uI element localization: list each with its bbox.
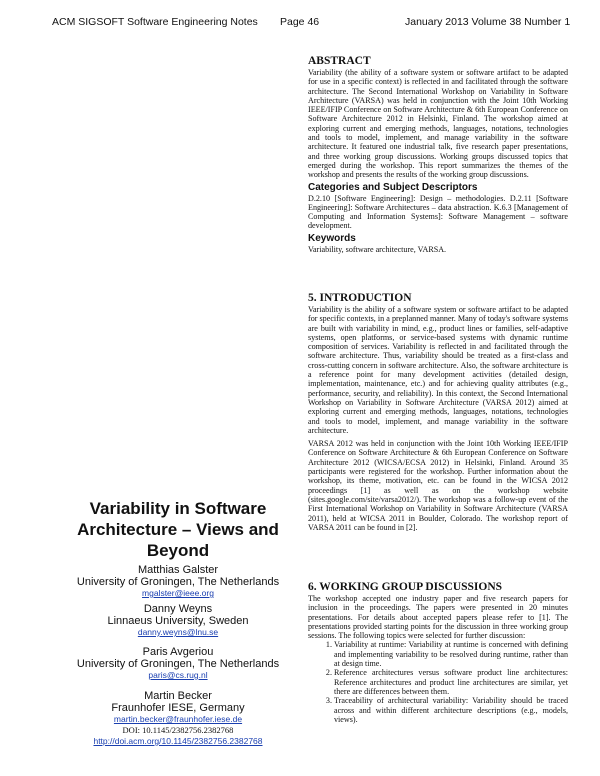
abstract-text: Variability (the ability of a software system or software artifact to be adapted for use in a specific context) is reflected in and facilitated through the software architecture. The Second International Workshop on Variability in Software Architecture (VARSA) was held in conjunction with the Joint 10th Working IEEE/IFIP Conference on Software Architecture & 6th European Conference on Software Architecture 2012 in Helsinki, Finland. The workshop aimed at exploring current and emerging methods, languages, notations, technologies and tools to model, implement, and manage variability in the software architecture. It featured one industrial talk, five research paper presentations, and three working group discussions. Working groups discussed topics that emerged during the workshop. This report summarizes the themes of the workshop and presents the results of the working group discussions. [308, 68, 568, 180]
author-affiliation: Linnaeus University, Sweden [107, 615, 249, 627]
author-name: Danny Weyns [143, 603, 213, 615]
abstract-heading: ABSTRACT [308, 55, 371, 67]
header-page: Page 46 [280, 16, 320, 28]
author-affiliation: University of Groningen, The Netherlands [76, 576, 280, 588]
author-email[interactable]: danny.weyns@lnu.se [137, 627, 219, 637]
header-issue: January 2013 Volume 38 Number 1 [405, 16, 571, 28]
list-item: 3. Traceability of architectural variability: Variability should be traced across and within different architecture descriptions (e.g., models, views). [334, 696, 568, 724]
keywords-heading: Keywords [308, 232, 356, 244]
doi: DOI: 10.1145/2382756.2382768 [122, 725, 234, 735]
introduction-section [308, 292, 568, 532]
list-item: 1. Variability at runtime: Variability at runtime is concerned with defining and implementing variability to be resolved during runtime, rather than at design time. [334, 640, 568, 668]
categories-text: D.2.10 [Software Engineering]: Design – methodologies. D.2.11 [Software Engineering]: Software Architectures – data abstraction. K.6.3 [Management of Computing and Information Systems]: Software Management – software development. [308, 193, 568, 231]
keywords-text: Variability, software architecture, VARSA. [308, 244, 447, 254]
list-item: 2. Reference architectures versus software product line architectures: Reference architectures and product line architectures are similar, yet there are differences between them. [334, 668, 568, 696]
author-email[interactable]: martin.becker@fraunhofer.iese.de [113, 714, 243, 724]
author-email[interactable]: paris@cs.rug.nl [148, 670, 208, 680]
author-name: Martin Becker [144, 690, 212, 702]
author-block-2 [52, 603, 304, 638]
author-block-3 [52, 646, 304, 681]
introduction-heading: 5. INTRODUCTION [308, 292, 412, 304]
author-name: Paris Avgeriou [142, 646, 214, 658]
author-affiliation: Fraunhofer IESE, Germany [111, 702, 245, 714]
author-block-4 [52, 690, 304, 747]
paper-title: Variability in Software Architecture – Views and Beyond [77, 499, 279, 560]
author-affiliation: University of Groningen, The Netherlands [76, 658, 280, 670]
working-groups-paragraph: The workshop accepted one industry paper and five research papers for inclusion in the proceedings. The papers were presented in 20 minutes presentations. For details about accepted papers please refer to [1]. The presentations provided starting points for the discussion in three working group sessions. The following topics were selected for further discussion: [308, 594, 568, 641]
categories-heading: Categories and Subject Descriptors [308, 181, 478, 193]
author-block-1 [52, 564, 304, 599]
introduction-paragraph: VARSA 2012 was held in conjunction with the Joint 10th Working IEEE/IFIP Conference on Software Architecture & 6th European Conference on Software Architecture 2012 (WICSA/ECSA 2012) in Helsinki, Finland. Around 35 participants were registered for the workshop. Further information about the workshop, its theme, motivation, etc. can be found in the WICSA 2012 proceedings [1] as well as on the workshop website (sites.google.com/site/varsa2012/). The workshop was a follow-up event of the First International Workshop on Variability in Software Architecture (VARSA 2011), held at WICSA 2011 in Boulder, Colorado. The workshop report of VARSA 2011 can be found in [2]. [308, 439, 568, 532]
author-name: Matthias Galster [137, 564, 219, 576]
author-email[interactable]: mgalster@ieee.org [142, 588, 214, 598]
working-groups-heading: 6. WORKING GROUP DISCUSSIONS [308, 581, 503, 593]
working-groups-section [308, 581, 568, 724]
topic-list [308, 640, 568, 724]
introduction-paragraph: Variability is the ability of a software system or software artifact to be adapted for specific contexts, in a preplanned manner. Many of today's software systems are built with variability in mind, e.g., product lines or families, self-adaptive systems, open platforms, or service-based systems with dynamic runtime composition of services. Variability is reflected in and facilitated through the software architecture. Thus, variability should be treated as a first-class and cross-cutting concern in software architecture. Also, the software architecture is a reference point for many development activities (detailed design, implementation, maintenance, etc.) and for achieving quality attributes (e.g., performance, security, and reliability). In this context, the Second International Workshop on Variability in Software Architecture (VARSA 2012) aimed at exploring current and emerging methods, languages, notations, technologies and tools to model, implement, and manage variability in the software architecture. [308, 305, 568, 435]
doi-link[interactable]: http://doi.acm.org/10.1145/2382756.2382768 [93, 736, 263, 746]
abstract-section [308, 55, 568, 254]
header-venue: ACM SIGSOFT Software Engineering Notes [52, 16, 258, 28]
